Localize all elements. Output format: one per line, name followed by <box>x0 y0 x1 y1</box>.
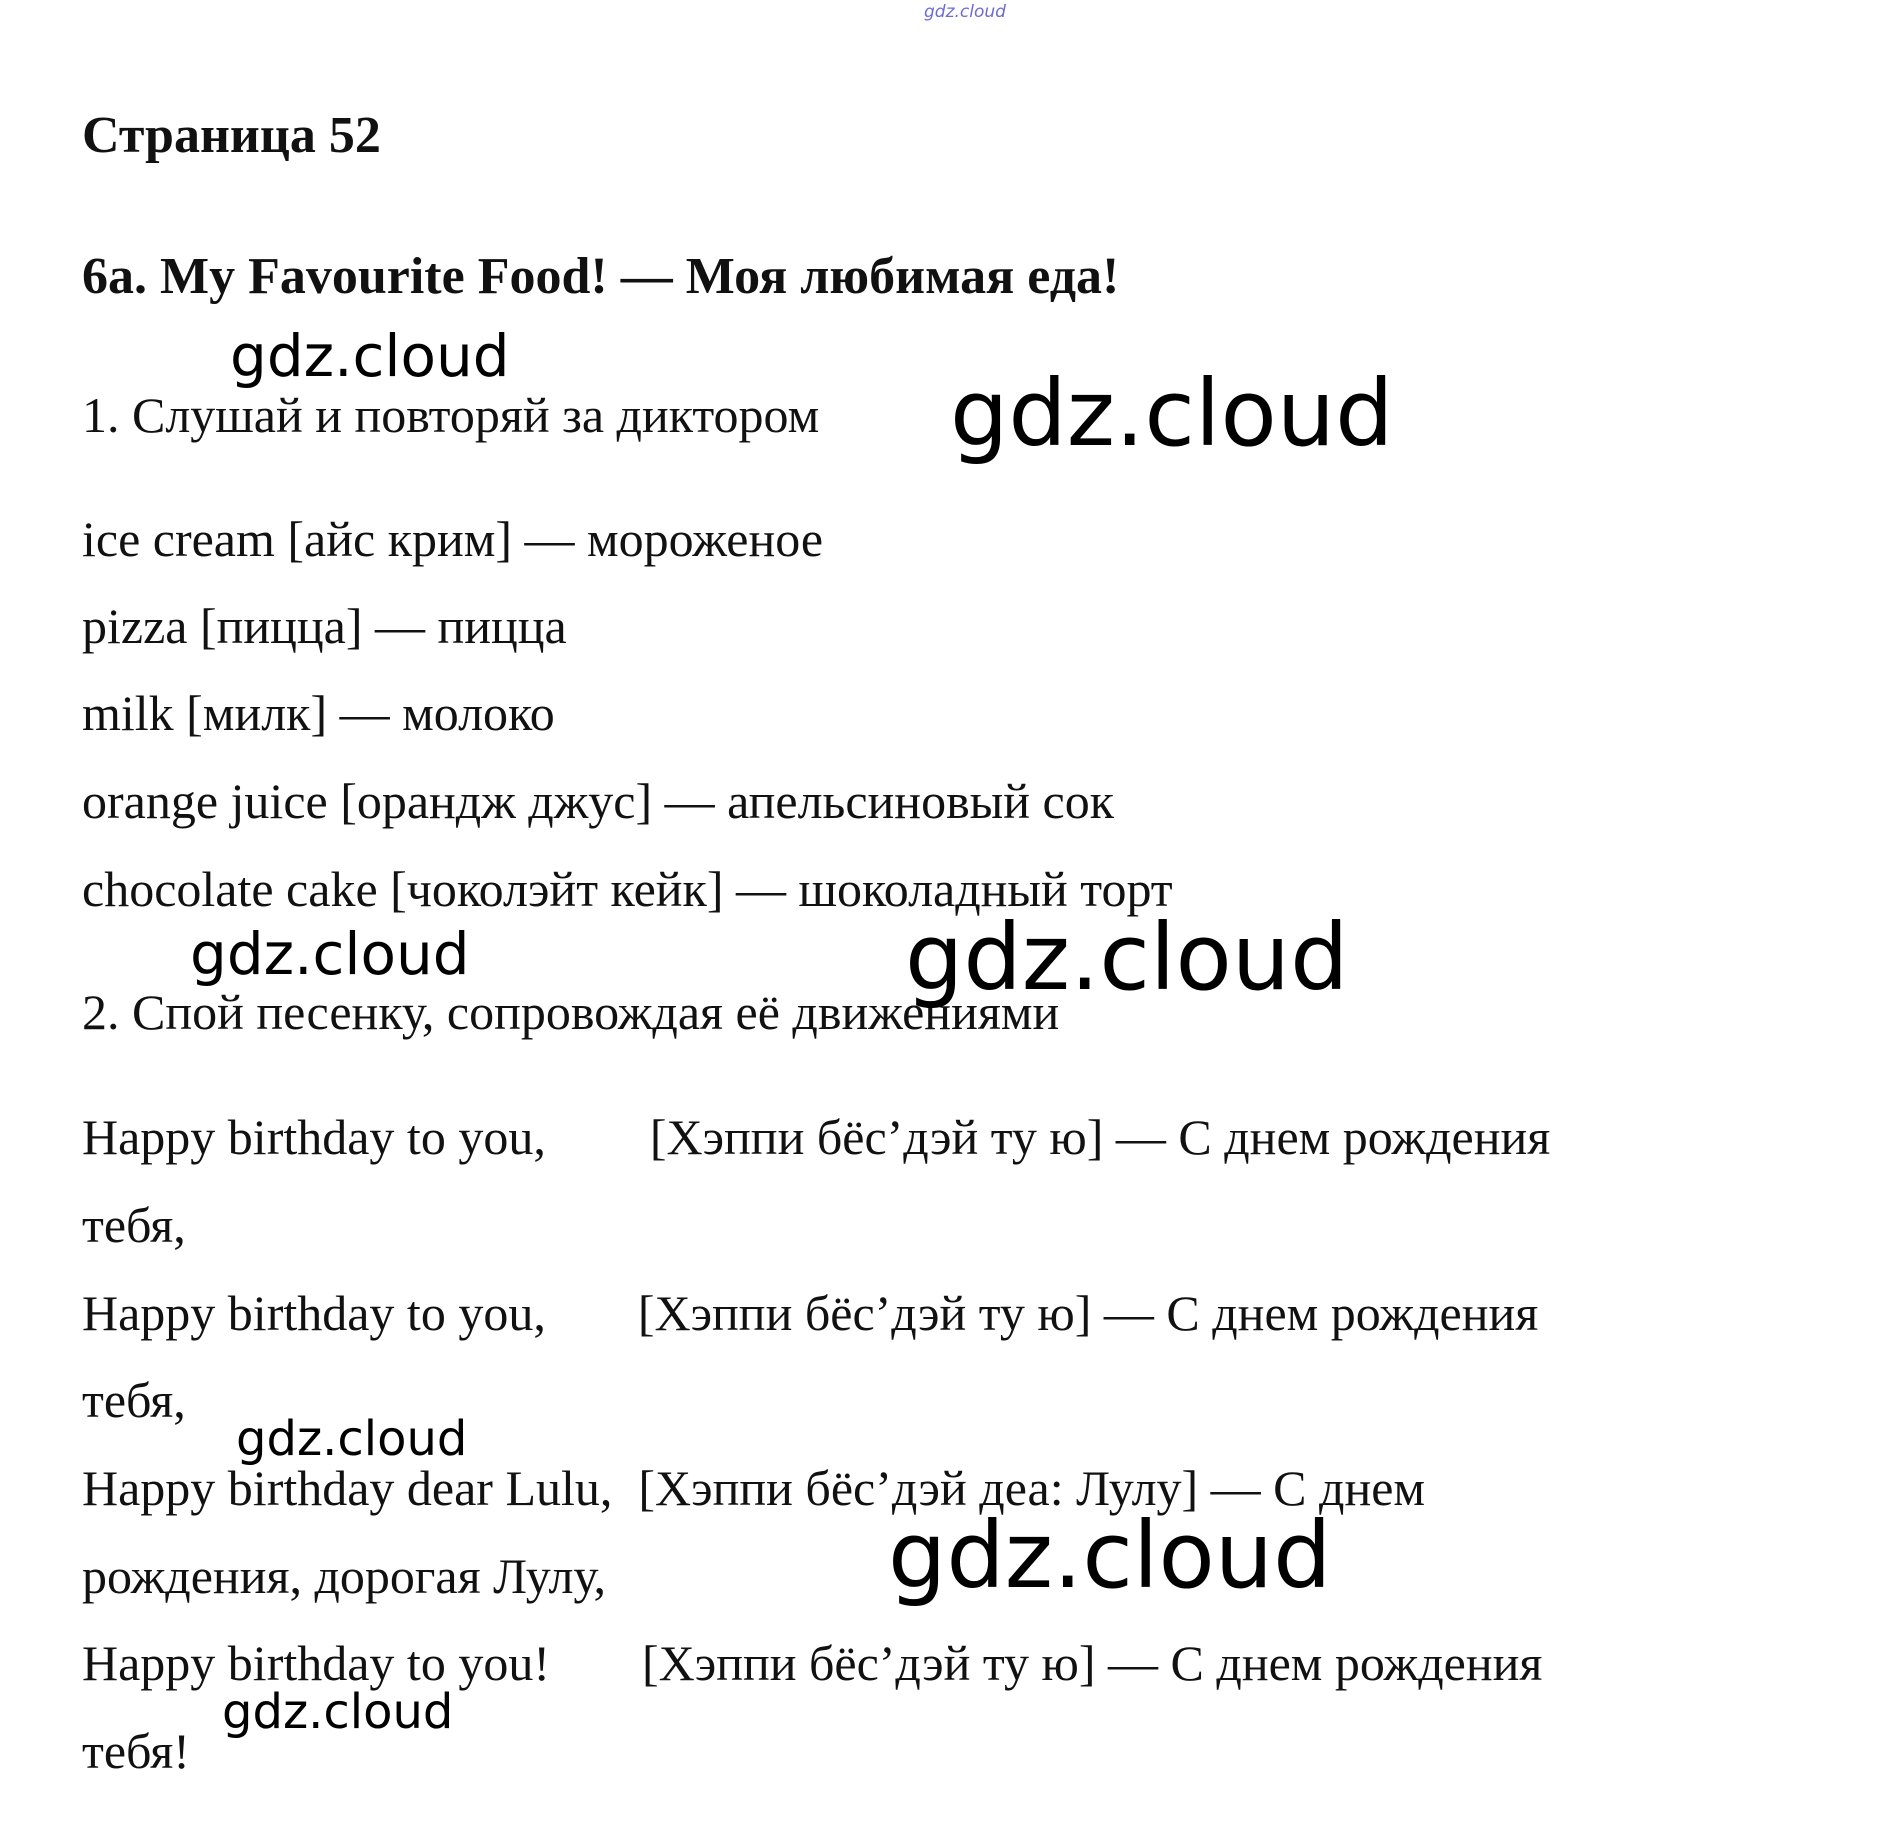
song-line <box>82 1108 1550 1166</box>
song-english: Happy birthday to you, <box>82 1285 546 1341</box>
watermark: gdz.cloud <box>190 920 470 988</box>
page-title: Страница 52 <box>82 107 381 164</box>
watermark: gdz.cloud <box>905 904 1349 1011</box>
song-russian: [Хэппи бёс’дэй ту ю] — С днем рождения <box>641 1635 1543 1691</box>
song-english: Happy birthday to you, <box>82 1109 546 1165</box>
top-watermark: gdz.cloud <box>924 2 1006 22</box>
word-item: milk [милк] — молоко <box>82 685 555 741</box>
song-english: Happy birthday to you! <box>82 1635 550 1691</box>
section-title: 6a. My Favourite Food! — Моя любимая еда! <box>82 248 1120 305</box>
task2-heading: 2. Спой песенку, сопровождая её движениями <box>82 984 1060 1040</box>
watermark: gdz.cloud <box>236 1411 468 1467</box>
song-line-continued: рождения, дорогая Лулу, <box>82 1548 606 1604</box>
song-russian: [Хэппи бёс’дэй ту ю] — С днем рождения <box>637 1285 1539 1341</box>
watermark: gdz.cloud <box>230 322 510 390</box>
song-russian: [Хэппи бёс’дэй деа: Лулу] — С днем <box>638 1460 1426 1516</box>
watermark: gdz.cloud <box>888 1502 1332 1609</box>
song-line-continued: тебя! <box>82 1723 190 1779</box>
watermark: gdz.cloud <box>222 1684 454 1740</box>
word-item: pizza [пицца] — пицца <box>82 598 567 654</box>
task1-heading: 1. Слушай и повторяй за диктором <box>82 387 820 443</box>
song-line <box>82 1284 1538 1342</box>
song-english: Happy birthday dear Lulu, <box>82 1460 613 1516</box>
song-line-continued: тебя, <box>82 1197 186 1253</box>
word-item: ice cream [айс крим] — мороженое <box>82 511 824 567</box>
word-item: chocolate cake [чоколэйт кейк] — шоколадный торт <box>82 861 1173 917</box>
song-line-continued: тебя, <box>82 1372 186 1428</box>
word-item: orange juice [орандж джус] — апельсиновый сок <box>82 773 1115 829</box>
watermark: gdz.cloud <box>950 360 1394 467</box>
song-russian: [Хэппи бёс’дэй ту ю] — С днем рождения <box>649 1109 1551 1165</box>
